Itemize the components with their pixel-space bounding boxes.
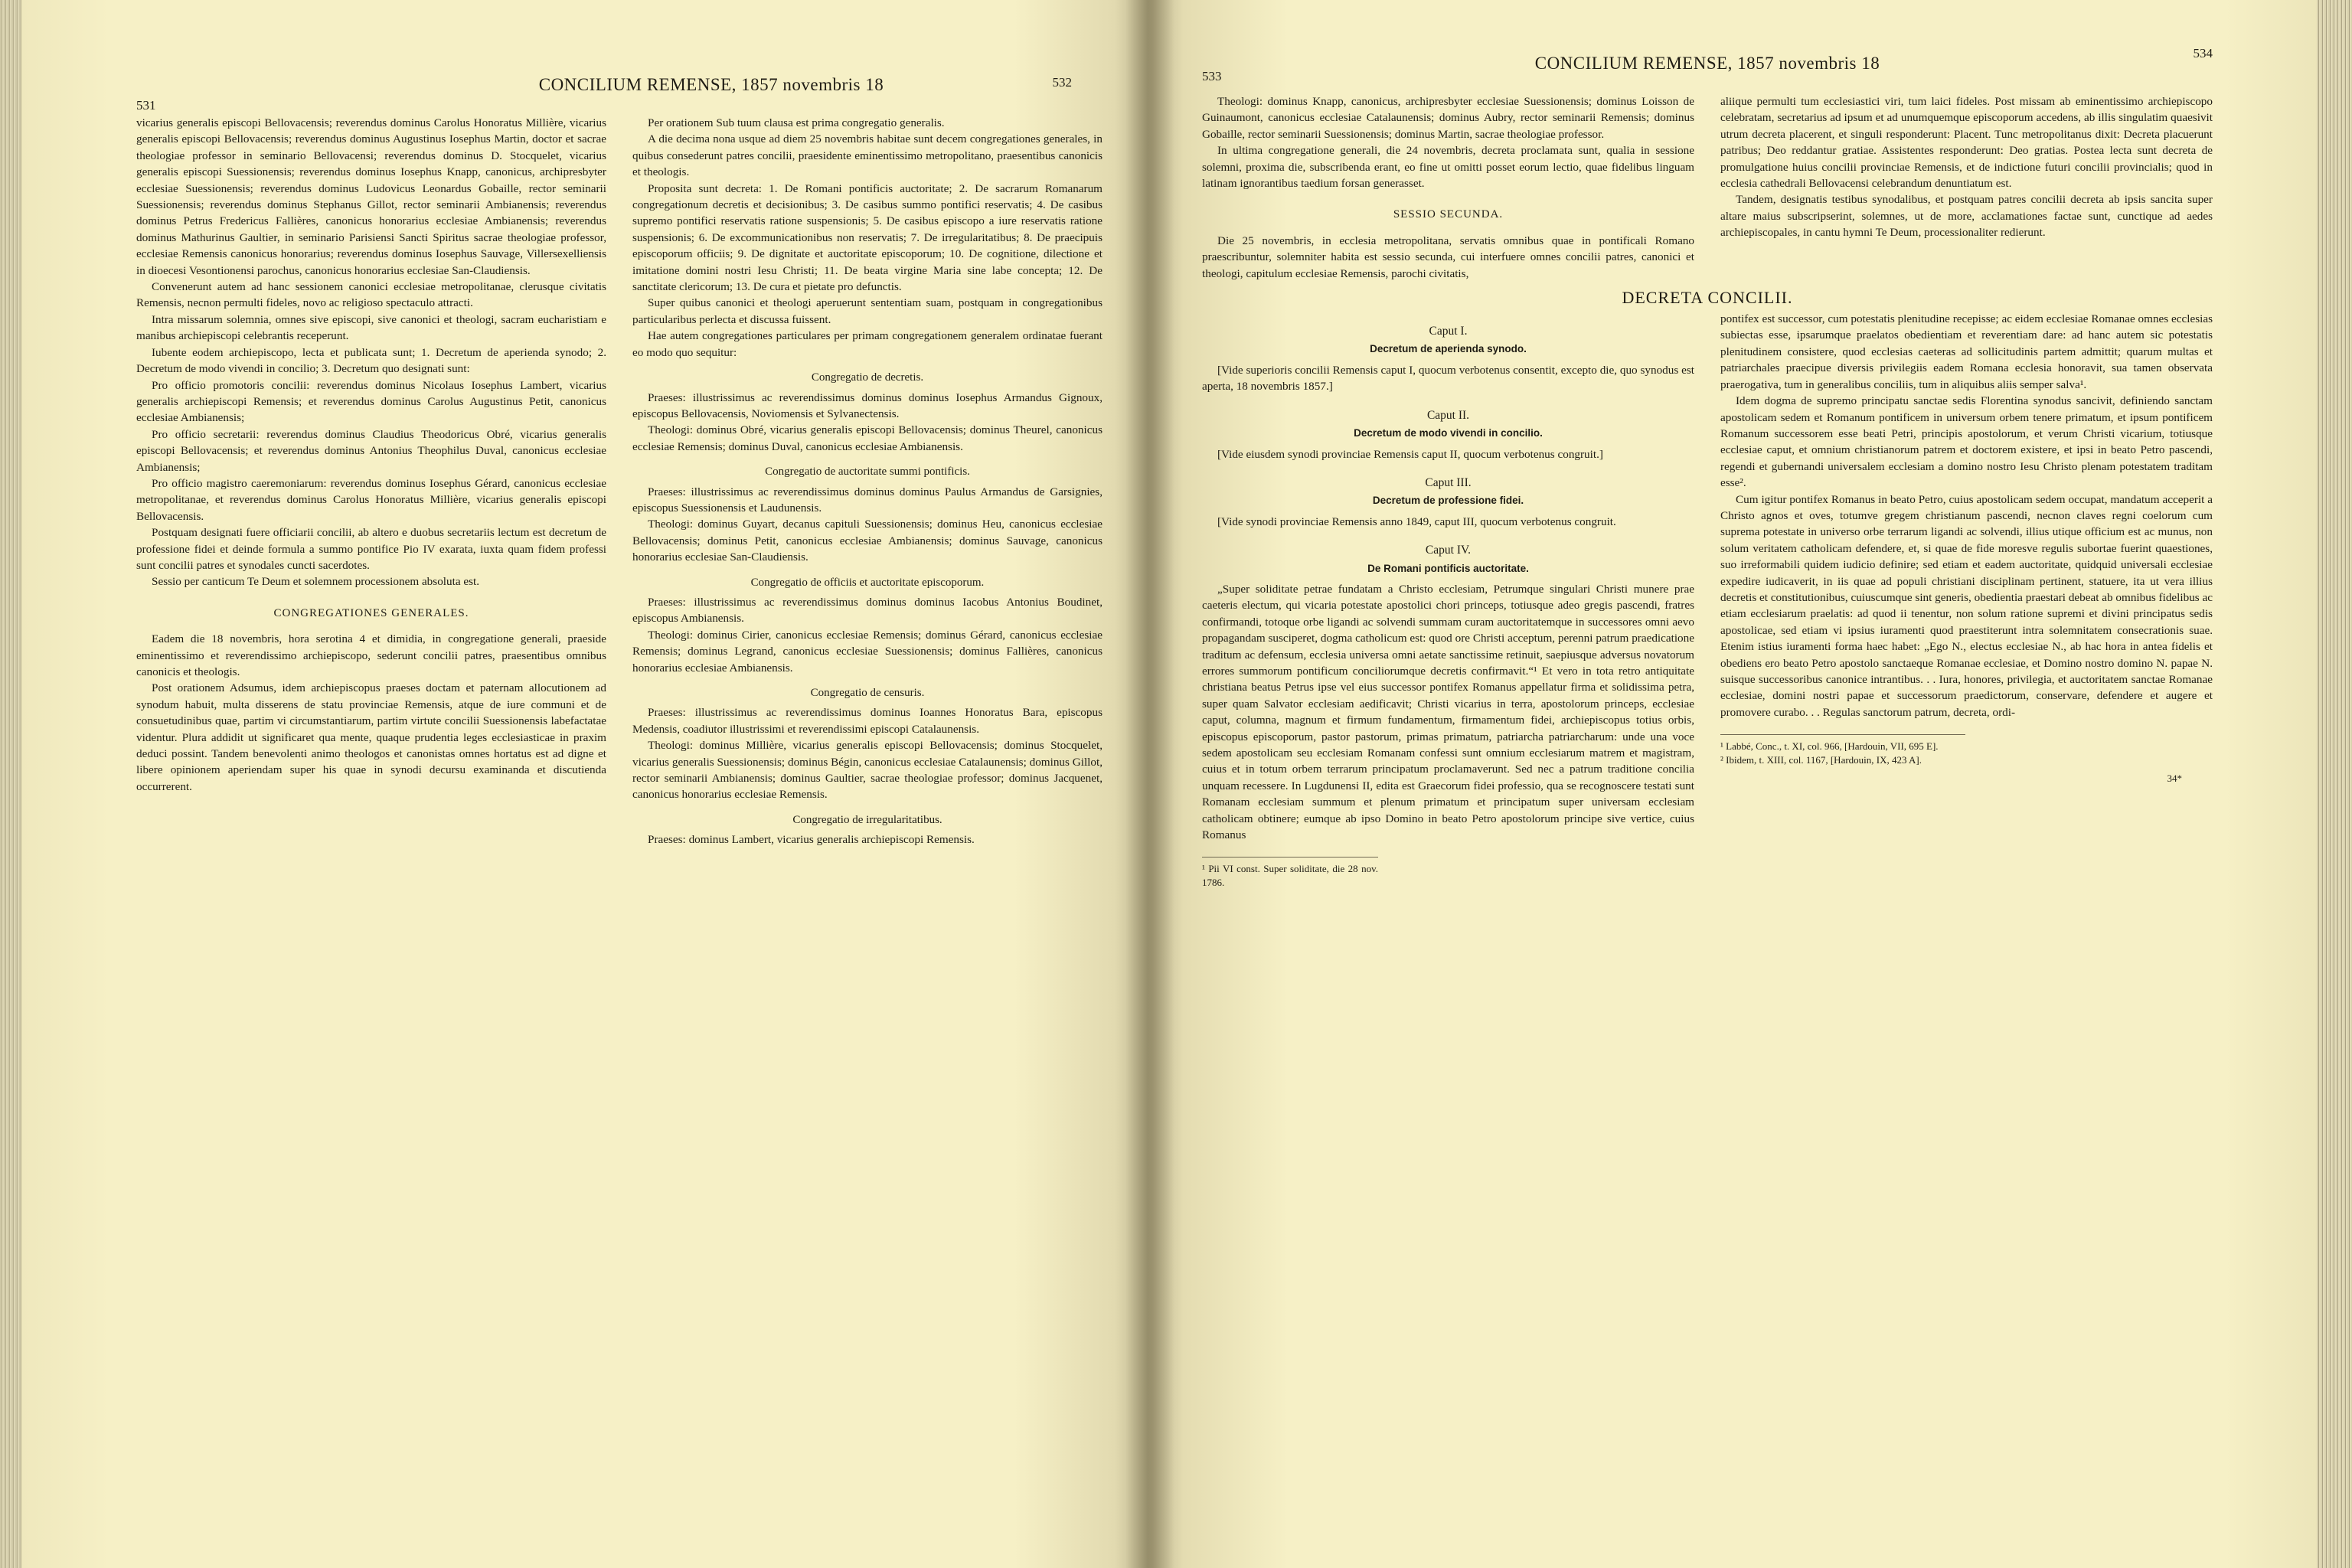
section-heading: SESSIO SECUNDA. <box>1393 208 1504 221</box>
paragraph: [Vide eiusdem synodi provinciae Remensis caput II, quocum verbotenus congruit.] <box>1217 447 1603 461</box>
column-534-bottom <box>1720 311 2213 890</box>
paragraph: aliique permulti tum ecclesiastici viri, tum laici fideles. Post missam ab eminentissimo archiepiscopo celebratam, secretarius ad ipsum et ad unumquemque episcoporum accedens, ab illis singulatim quaesivit utrum decreta placerent, et singuli responderunt: Placent. Tunc metropolitanus dixit: Decreta placuerunt patribus; Deo reddantur gratiae. Assistentes responderunt: Deo gratias. Postea lecta sunt decreta de promulgatione huius concilii provinciae Remensis, et de indictione futuri concilii provincialis; quod in ecclesia cathedrali Bellovacensi celebrandum denuntiatum est. <box>1720 95 2213 191</box>
footnote: ¹ Labbé, Conc., t. XI, col. 966, [Hardouin, VII, 695 E]. <box>1720 740 1939 753</box>
paragraph: Convenerunt autem ad hanc sessionem canonici ecclesiae metropolitanae, clerusque civitatis Remensis, necnon permulti fideles, novo ac religioso spectaculo attracti. <box>136 280 606 310</box>
paragraph: Idem dogma de supremo principatu sanctae sedis Florentina synodus sancivit, definiendo sanctam apostolicam sedem et Romanum pontificem in universum orbem tenere primatum, et ipsum pontificem Romanum successorem esse beati Petri, principis apostolorum, et verum Christi vicarium, totiusque ecclesiae caput, et omnium christianorum patrem et doctorem existere, et ipsi in beato Petro pascendi, regendi et gubernandi universalem ecclesiam a domino nostro Iesu Christo plenam potestatem traditam esse². <box>1720 394 2213 490</box>
paragraph: Iubente eodem archiepiscopo, lecta et publicata sunt; 1. Decretum de aperienda synodo; 2. Decretum de modo vivendi in concilio; 3. Decretum quo designati sunt: <box>136 345 606 376</box>
running-head-right <box>1202 40 2213 93</box>
subsection-heading: Congregatio de officiis et auctoritate episcoporum. <box>750 576 985 589</box>
text-columns-bottom <box>1202 311 2213 890</box>
paragraph: Praeses: illustrissimus ac reverendissimus dominus dominus Iacobus Antonius Boudinet, episcopus Ambianensis. <box>632 595 1102 626</box>
paragraph: Theologi: dominus Obré, vicarius generalis episcopi Bellovacensis; dominus Theurel, canonicus ecclesiae Remensis; dominus Duval, canonicus ecclesiae Ambianensis. <box>632 423 1102 453</box>
signature-mark: 34* <box>2167 773 2182 785</box>
paragraph: Praeses: illustrissimus ac reverendissimus dominus dominus Iosephus Armandus Gignoux, episcopus Bellovacensis, Noviomensis et Sylvanectensis. <box>632 390 1102 420</box>
paragraph: [Vide superioris concilii Remensis caput I, quocum verbotenus consentit, excepto die, quo synodus est aperta, 18 novembris 1857.] <box>1202 363 1694 394</box>
paragraph: [Vide synodi provinciae Remensis anno 1849, caput III, quocum verbotenus congruit. <box>1217 514 1616 528</box>
subsection-heading: Congregatio de decretis. <box>811 371 924 384</box>
page-number-531: 531 <box>136 98 156 113</box>
column-532 <box>632 115 1102 848</box>
paragraph: Tandem, designatis testibus synodalibus, et postquam patres concilii decreta ab ipsis sancita super altare maius subscripserint, solemnes, ut de more, acclamationes factae sunt, cunctique ad aedes archiepiscopales, in cantu hymni Te Deum, processionaliter redierunt. <box>1720 193 2213 240</box>
chapter-number: Caput I. <box>1429 325 1468 338</box>
section-title-decreta: DECRETA CONCILII. <box>1622 288 1793 308</box>
paragraph: Pro officio secretarii: reverendus dominus Claudius Theodoricus Obré, vicarius generalis episcopi Bellovacensis; et reverendus dominus Antonius Theophilus Duval, canonicus ecclesiae Ambianensis; <box>136 427 606 474</box>
page-edges-left <box>0 0 21 1568</box>
page-edges-right <box>2317 0 2352 1568</box>
chapter-title: Decretum de modo vivendi in concilio. <box>1354 427 1543 439</box>
paragraph: Hae autem congregationes particulares per primam congregationem generalem ordinatae fuerant eo modo quo sequitur: <box>632 329 1102 359</box>
text-columns-top <box>1202 93 2213 282</box>
paragraph: vicarius generalis episcopi Bellovacensis; reverendus dominus Carolus Honoratus Millière, vicarius generalis episcopi Bellovacensis; reverendus dominus Augustinus Iosephus Martin, doctor et sacrae theologiae professor in seminario Bellovacensi; reverendus dominus D. Stocquelet, vicarius generalis episcopi Suessionensis; reverendus dominus Iosephus Knapp, canonicus, archipresbyter ecclesiae Suessionensis; reverendus dominus Ludovicus Leonardus Gobaille, rector seminarii Suessionensis; reverendus dominus Stephanus Gillot, rector seminarii Ambianensis; reverendus dominus Petrus Fredericus Fallières, canonicus honorarius ecclesiae Ambianensis; reverendus dominus Mathurinus Gaultier, in seminario Parisiensi Sancti Spiritus sacrae theologiae professor, ecclesiae Remensis canonicus honorarius; reverendus dominus Iosephus Sauvage, Villersexelliensis in dioecesi Vesontionensi parochus, canonicus honorarius ecclesiae San-Claudiensis. <box>136 116 606 277</box>
paragraph: Theologi: dominus Millière, vicarius generalis episcopi Bellovacensis; dominus Stocquelet, vicarius generalis Suessionensis; dominus Bégin, canonicus ecclesiae Catalaunensis; dominus Gillot, rector seminarii Ambianensis; dominus Gaultier, sacrae theologiae professor; dominus Jacquenet, canonicus honorarius ecclesiae Remensis. <box>632 739 1102 802</box>
paragraph: pontifex est successor, cum potestatis plenitudine recepisse; ac eidem ecclesiae Romanae omnes ecclesias subiectas esse, ipsarumque praelatos obedientiam et reverentiam dare: ad hanc autem sic potestatis plenitudinem consistere, quod ecclesias caeteras ad sollicitudinis partem admittit; quarum multas et patriarchales praecipue diversis privilegiis eadem Romana ecclesia honoravit, sua tamen observata praerogativa, tum in generalibus conciliis, tum in aliquibus aliis semper salva¹. <box>1720 312 2213 391</box>
running-title: CONCILIUM REMENSE, 1857 novembris 18 <box>1534 54 1880 73</box>
column-534-top <box>1720 93 2213 282</box>
chapter-title: Decretum de aperienda synodo. <box>1370 343 1527 355</box>
column-533-bottom <box>1202 311 1694 890</box>
chapter-title: De Romani pontificis auctoritate. <box>1367 562 1529 574</box>
paragraph: Theologi: dominus Cirier, canonicus ecclesiae Remensis; dominus Gérard, canonicus ecclesiae Remensis; dominus Legrand, canonicus ecclesiae Suessionensis; dominus Fallières, canonicus honorarius ecclesiae Ambianensis. <box>632 628 1102 675</box>
paragraph: Theologi: dominus Guyart, decanus capituli Suessionensis; dominus Heu, canonicus ecclesiae Bellovacensis; dominus Petit, canonicus ecclesiae Ambianensis; dominus Sauvage, canonicus honorarius ecclesiae San-Claudiensis. <box>632 518 1102 564</box>
paragraph: A die decima nona usque ad diem 25 novembris habitae sunt decem congregationes generales, in quibus consederunt patres concilii, praesidente eminentissimo metropolitano, praesentibus canonicis et theologis. <box>632 132 1102 179</box>
paragraph: Theologi: dominus Knapp, canonicus, archipresbyter ecclesiae Suessionensis; dominus Loisson de Guinaumont, canonicus ecclesiae Catalaunensis; dominus Aubry, rector seminarii Remensis; dominus Gobaille, rector seminarii Suessionensis; dominus Martin, sacrae theologiae professor. <box>1202 95 1694 141</box>
chapter-number: Caput III. <box>1425 475 1472 489</box>
text-columns <box>136 115 1102 848</box>
paragraph: Intra missarum solemnia, omnes sive episcopi, sive canonici et theologi, sacram eucharistiam e manibus archiepiscopi celebrantis receperunt. <box>136 312 606 343</box>
subsection-heading: Congregatio de irregularitatibus. <box>792 813 942 826</box>
paragraph: Pro officio promotoris concilii: reverendus dominus Nicolaus Iosephus Lambert, vicarius generalis archiepiscopi Remensis; et reverendus dominus Carolus Augustinus Petit, canonicus ecclesiae Ambianensis; <box>136 378 606 425</box>
paragraph: Praeses: dominus Lambert, vicarius generalis archiepiscopi Remensis. <box>648 833 975 847</box>
decrees-text <box>1202 323 1694 843</box>
page-number-534: 534 <box>2193 46 2213 60</box>
paragraph: Cum igitur pontifex Romanus in beato Petro, cuius apostolicam sedem occupat, mandatum acceperit a Christo agnos et oves, totumve gregem christianum pascendi, necnon claves regni coelorum cum suprema potestate in universo orbe terrarum ligandi ac solvendi, illius utique officium est ac munus, non solum veritatem catholicam defendere, et, si quae de fide moresve regulis subortae fuerint quaestiones, suo irreformabili quidem iudicio definire; sed etiam et eadem auctoritate, quidquid universali ecclesiae expedire iudicaverit, in iis quae ad populi christiani disciplinam pertinent, statuere, ita ut vera illius decretis et constitutionibus, cuiuscumque sint generis, obedientia praestari debeat ab omnibus fidelibus ac etiam ecclesiarum praelatis: ad quod ii tenentur, non solum ratione supremi et divini principatus sedis apostolicae, sed etiam vi ipsius iuramenti quod praestiterunt intra solemnitatem consecrationis suae. Etenim istius iuramenti forma haec habet: „Ego N., electus ecclesiae N., ab hac hora in antea fidelis et obediens ero beato Petro apostolo sanctaeque Romanae ecclesiae, et Domino nostro domino N. papae N. suisque successoribus canonice intrantibus. . . Iura, honores, privilegia, et auctoritatem sanctae Romanae ecclesiae, domini nostri papae et successorum praedictorum, conservare, defendere et augere et promovere curabo. . . Regulas sanctorum patrum, decreta, ordi- <box>1720 492 2213 719</box>
column-531 <box>136 115 606 848</box>
paragraph: Pro officio magistro caeremoniarum: reverendus dominus Iosephus Gérard, canonicus ecclesiae metropolitanae, et reverendus dominus Carolus Honoratus Millière, vicarius generalis episcopi Bellovacensis. <box>136 476 606 523</box>
paragraph: Per orationem Sub tuum clausa est prima congregatio generalis. <box>648 116 945 129</box>
paragraph: Sessio per canticum Te Deum et solemnem processionem absoluta est. <box>152 575 480 589</box>
paragraph: Post orationem Adsumus, idem archiepiscopus praeses doctam et paternam allocutionem ad synodum habuit, multa disserens de statu provinciae Remensis, atque de iure communi et de consuetudinibus quae, partim vi circumstantiarum, partim virtute concilii Suessionensis labefactatae videntur. Plura addidit ut significaret qua mente, quaque prudentia leges ecclesiasticae in praxim deduci possint. Tandem benevolenti animo theologos et canonistas omnes hortatus est ad digne et libere opinionem aperiendam super his quae in synodi decursu examinanda et discutienda occurrerent. <box>136 681 606 793</box>
footnotes-533 <box>1202 857 1378 890</box>
paragraph: Die 25 novembris, in ecclesia metropolitana, servatis omnibus quae in pontificali Romano praescribuntur, solemniter habita est sessio secunda, cui interfuere omnes concilii patres, canonici et theologi, capitulum ecclesiae Remensis, parochi civitatis, <box>1202 234 1694 280</box>
footnote: ¹ Pii VI const. Super soliditate, die 28 nov. 1786. <box>1202 863 1378 889</box>
paragraph: Praeses: illustrissimus ac reverendissimus dominus dominus Paulus Armandus de Garsignies, episcopus Suessionensis et Laudunensis. <box>632 485 1102 514</box>
left-page <box>21 0 1148 1568</box>
paragraph: Super quibus canonici et theologi aperuerunt sententiam suam, postquam in congregationibus particularibus perlecta et discussa fuissent. <box>632 296 1102 326</box>
paragraph: „Super soliditate petrae fundatam a Christo ecclesiam, Petrumque singulari Christi munere prae caeteris electum, qui vicaria potestate apostolici chori princeps, totiusque adeo gregis pascendi, fratres confirmandi, totoque orbe ligandi ac solvendi summam curam auctoritatemque in successores omni aevo propagandam susciperet, dogma catholicum est: quod ore Christi acceptum, perenni patrum praedicatione traditum ac defensum, ecclesia universa omni aetate sanctissime retinuit, saepiusque adversus novatorum errores summorum pontificum conciliorumque decretis confirmavit.“¹ Et vero in tota retro antiquitate christiana beatus Petrus ipse vel eius successor pontifex Romanus appellatur firma et solidissima petra, super quam Salvator ecclesiam aedificavit; Christi vicarius in terra, apostolorum princeps, ecclesiae caput, columna, magnum et firmum fundamentum, firmamentum fidei, archiepiscopus totius orbis, episcopus episcoporum, pastor pastorum, primas primatum, patriarcha patriarcharum: unde una voce sedem apostolicam seu ecclesiam Romanam confessi sunt omnium ecclesiarum matrem et magistram, cuius et in totum orbem terrarum principatum proclamaverunt. Sed nec a patrum traditione concilia unquam recessere. In Lugdunensi II, edita est Graecorum fidei professio, qua se recognoscere testati sunt Romanam ecclesiam summum et plenum primatum et principatum super universam ecclesiam catholicam obtinere; eumque ab ipso Domino in beato Petro apostolorum principe sive vertice, cuius Romanus <box>1202 582 1694 842</box>
paragraph: Proposita sunt decreta: 1. De Romani pontificis auctoritate; 2. De sacrarum Romanarum congregationum decretis et decisionibus; 3. De casibus summo pontifici reservatis; 4. De casibus supremo pontifici reservatis ratione suspensionis; 5. De casibus episcopo a iure reservatis ratione suspensionis; 6. De excommunicationibus non reservatis; 7. De irregularitatibus; 8. De praecipuis episcoporum officiis; 9. De dignitate et auctoritate episcoporum; 10. De cognitione, dilectione et imitatione domini nostri Iesu Christi; 11. De beata virgine Maria sine labe concepta; 12. De sanctitate clericorum; 13. De cura et pietate pro defunctis. <box>632 181 1102 294</box>
chapter-title: Decretum de professione fidei. <box>1372 495 1524 507</box>
right-page <box>1148 0 2317 1568</box>
paragraph: Postquam designati fuere officiarii concilii, ab altero e duobus secretariis lectum est decretum de professione fidei et deinde formula a summo pontifice Pio IV exarata, iuxta quam fidem professi sunt concilii patres et synodales cuncti sacerdotes. <box>136 526 606 572</box>
column-533-top <box>1202 93 1694 282</box>
subsection-heading: Congregatio de auctoritate summi pontificis. <box>765 466 970 479</box>
paragraph: Praeses: illustrissimus ac reverendissimus dominus Ioannes Honoratus Bara, episcopus Medensis, coadiutor illustrissimi et reverendissimi episcopi Catalaunensis. <box>632 706 1102 736</box>
page-number-533: 533 <box>1202 69 1222 83</box>
decrees-text-cont <box>1720 311 2213 720</box>
page-number-532: 532 <box>1052 75 1072 90</box>
footnote: ² Ibidem, t. XIII, col. 1167, [Hardouin, IX, 423 A]. <box>1720 754 1922 766</box>
footnotes-534 <box>1720 734 1965 767</box>
running-head-left <box>136 61 1102 115</box>
subsection-heading: Congregatio de censuris. <box>810 687 925 699</box>
paragraph: In ultima congregatione generali, die 24 novembris, decreta proclamata sunt, qualia in sessione solemni, proxima die, subscribenda erant, eo fine ut omitti posset eorum lectio, quae fidelibus linguam latinam ignorantibus taedium forsan generasset. <box>1202 144 1694 191</box>
paragraph: Eadem die 18 novembris, hora serotina 4 et dimidia, in congregatione generali, praeside eminentissimo et reverendissimo archiepiscopo, sederunt concilii patres, praesentibus omnibus canonicis et theologis. <box>136 632 606 678</box>
chapter-number: Caput IV. <box>1425 544 1472 557</box>
section-heading: CONGREGATIONES GENERALES. <box>273 606 469 619</box>
chapter-number: Caput II. <box>1426 408 1470 422</box>
running-title: CONCILIUM REMENSE, 1857 novembris 18 <box>538 75 884 94</box>
